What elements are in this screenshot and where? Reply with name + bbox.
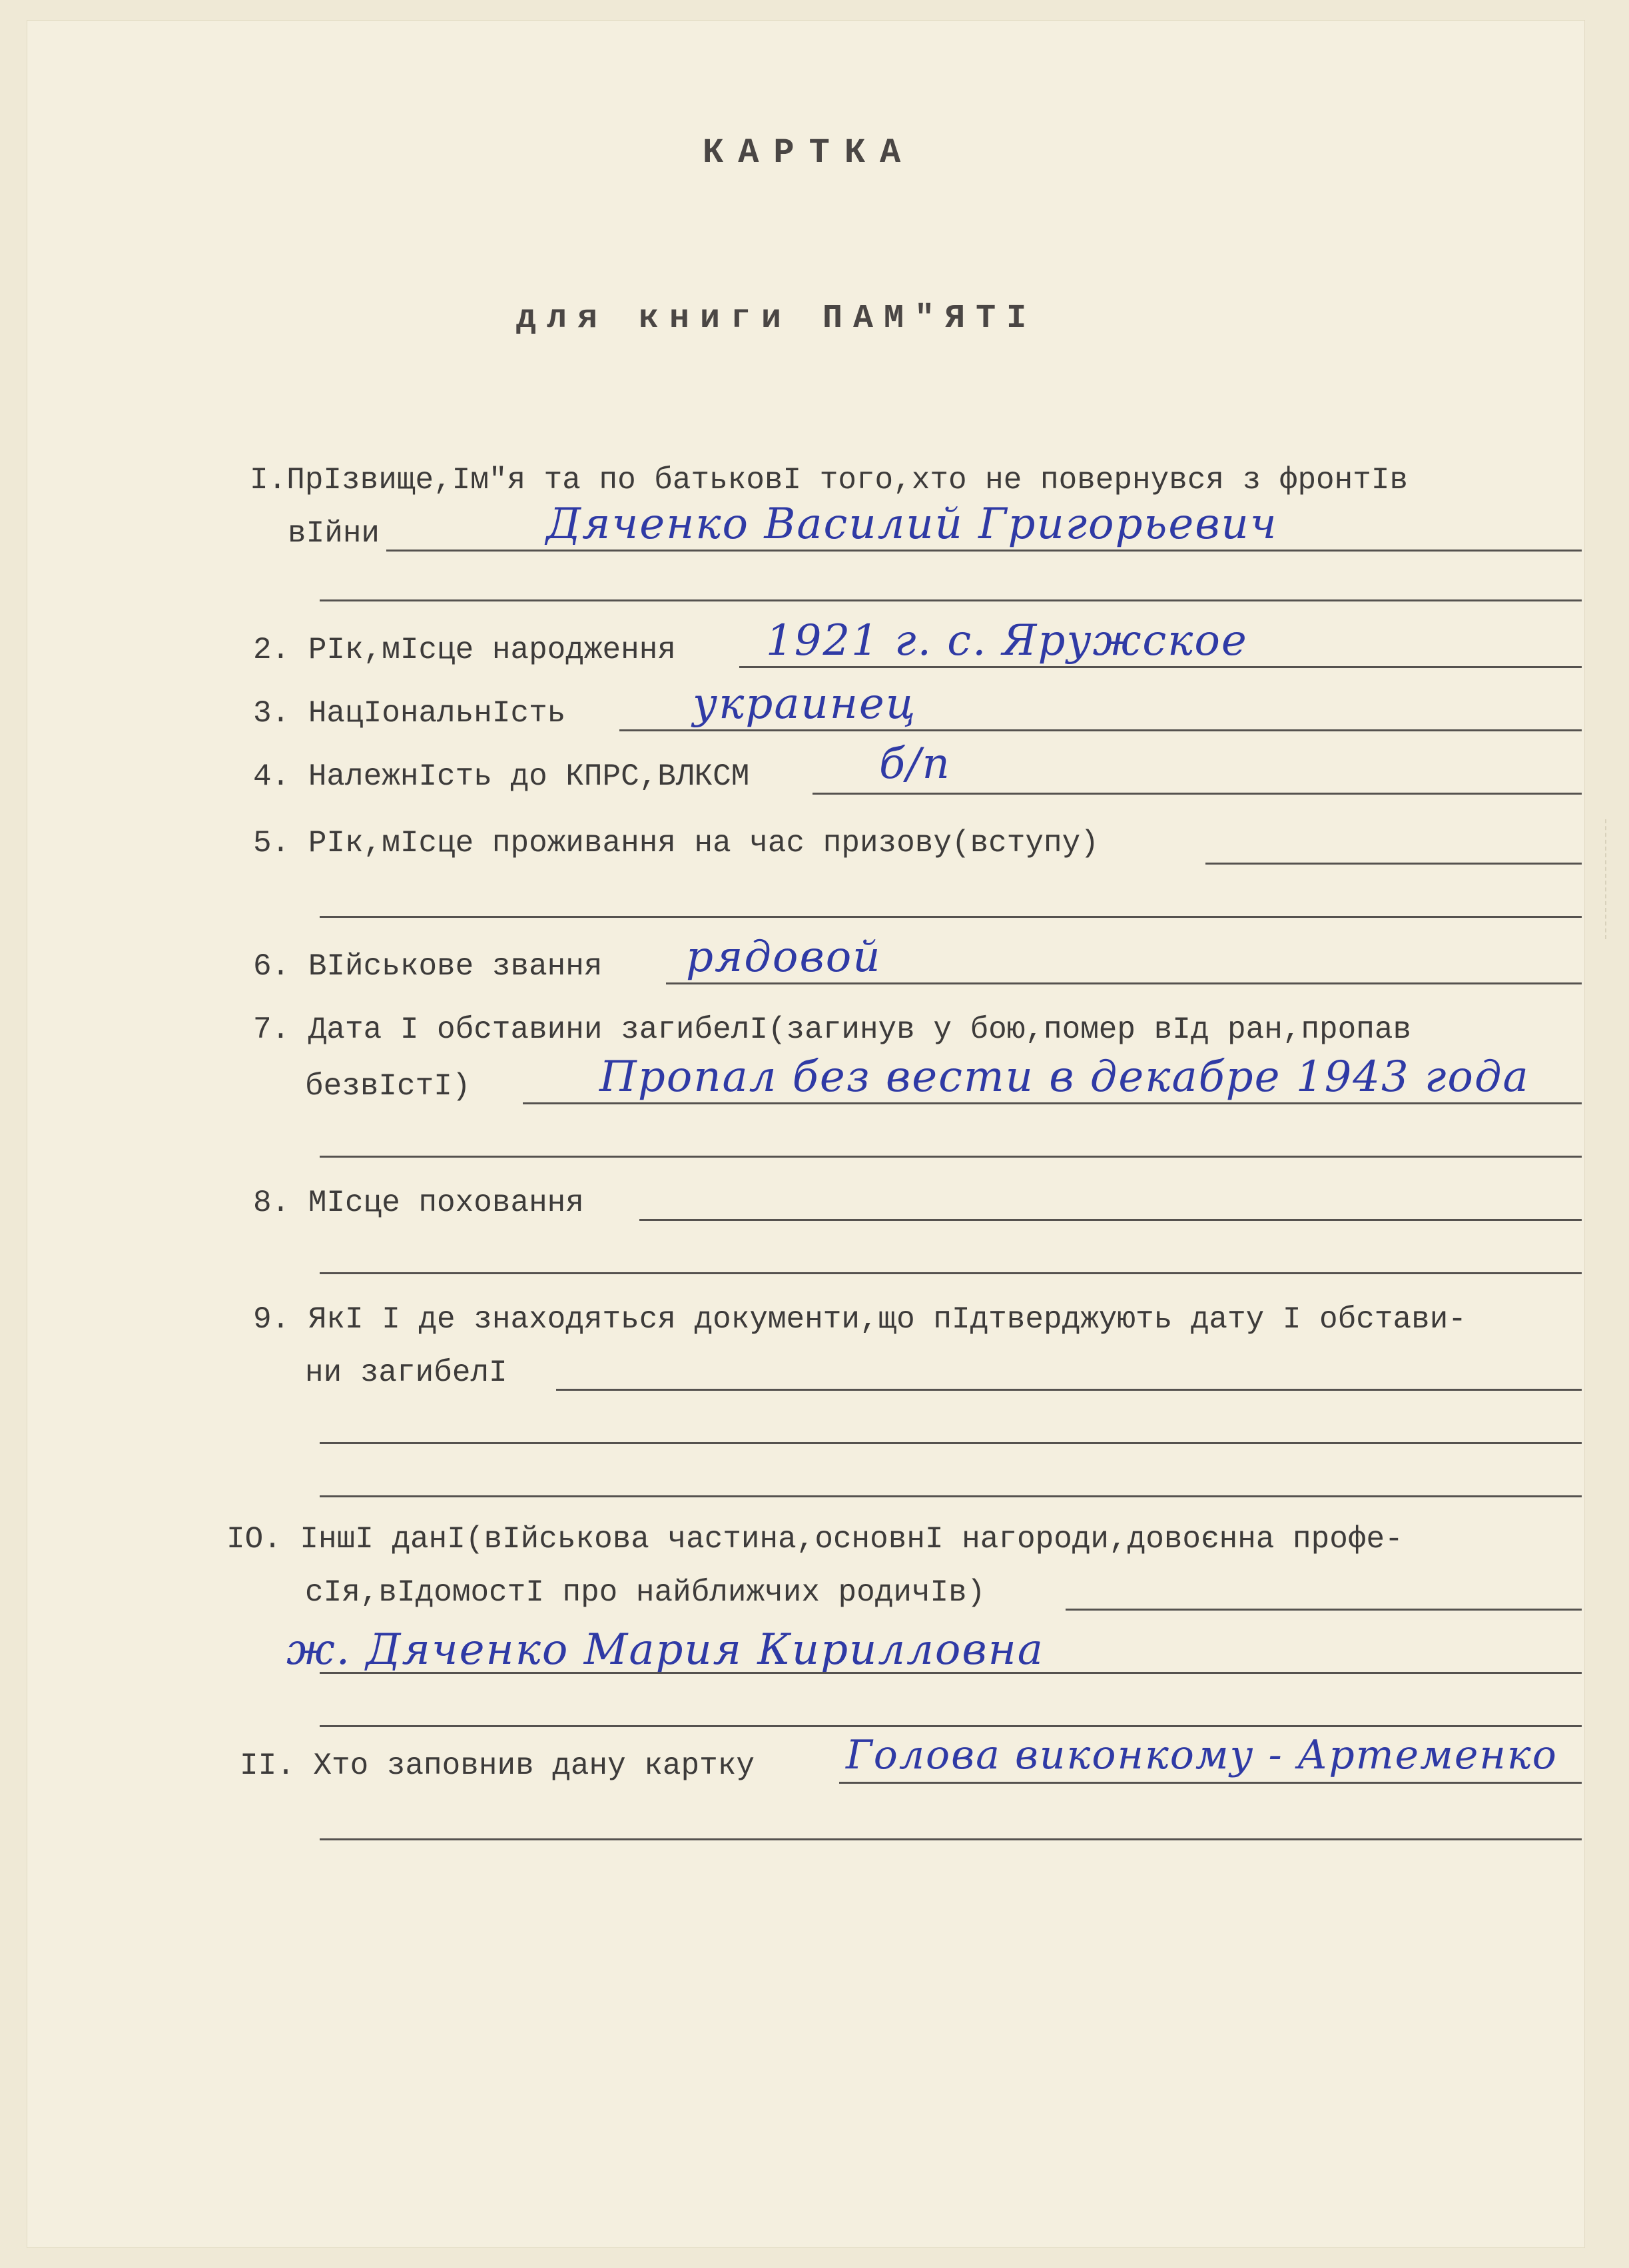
paper-crease [1552, 819, 1606, 939]
field-9-underline-2 [320, 1442, 1582, 1444]
document-title: КАРТКА [703, 133, 916, 173]
field-8-underline-2 [320, 1272, 1582, 1274]
field-7-underline-2 [320, 1156, 1582, 1158]
field-3-label: 3. НацIональнIсть [253, 696, 566, 731]
field-2-underline [739, 666, 1582, 668]
field-5-underline [1205, 863, 1582, 865]
field-2-value: 1921 г. с. Яружское [766, 616, 1248, 665]
field-11-label: II. Хто заповнив дану картку [240, 1748, 755, 1783]
field-7-value: Пропал без вести в декабре 1943 года [599, 1052, 1530, 1102]
field-10-underline-3 [320, 1725, 1582, 1727]
field-6-underline [666, 982, 1582, 984]
field-3-value: украинец [693, 679, 917, 729]
field-7-label: 7. Дата I обставини загибелI(загинув у бою,помер вIд ран,пропав [253, 1012, 1412, 1047]
field-10-value: ж. Дяченко Мария Кирилловна [286, 1625, 1044, 1675]
field-10-label: IO. IншI данI(вIйськова частина,основнI нагороди,довоєнна профе- [226, 1522, 1403, 1557]
field-4-value: б/п [879, 739, 951, 789]
field-3-underline [619, 729, 1582, 731]
field-9-label: 9. ЯкI I де знаходяться документи,що пIдтверджують дату I обстави- [253, 1302, 1466, 1337]
field-9-label-cont: ни загибелI [305, 1355, 507, 1390]
field-1-value: Дяченко Василий Григорьевич [546, 500, 1278, 549]
field-6-value: рядовой [686, 933, 882, 982]
field-1-label-cont: вIйни [288, 516, 380, 551]
document-sheet [27, 20, 1585, 2248]
field-9-underline-3 [320, 1495, 1582, 1497]
field-8-underline [639, 1219, 1582, 1221]
field-7-label-cont: безвIстI) [305, 1069, 471, 1104]
field-6-label: 6. ВIйськове звання [253, 949, 603, 984]
field-11-underline-2 [320, 1838, 1582, 1840]
field-10-underline [1066, 1609, 1582, 1611]
field-7-underline [523, 1102, 1582, 1104]
field-1-label: I.ПрIзвище,Iм"я та по батьковI того,хто не повернувся з фронтIв [250, 463, 1409, 498]
field-8-label: 8. МIсце поховання [253, 1186, 584, 1220]
field-4-label: 4. НалежнIсть до КПРС,ВЛКСМ [253, 759, 750, 794]
field-10-underline-2 [320, 1672, 1582, 1674]
field-1-underline-2 [320, 599, 1582, 601]
field-9-underline [556, 1389, 1582, 1391]
field-11-underline [839, 1782, 1582, 1784]
document-subtitle: для книги ПАМ"ЯТІ [516, 300, 1038, 338]
field-5-label: 5. РIк,мIсце проживання на час призову(вступу) [253, 826, 1099, 861]
field-11-value: Голова виконкому - Артеменко [846, 1732, 1558, 1778]
field-1-underline [386, 550, 1582, 552]
field-10-label-cont: сIя,вIдомостI про найближчих родичIв) [305, 1575, 986, 1610]
field-2-label: 2. РIк,мIсце народження [253, 633, 676, 667]
field-5-underline-2 [320, 916, 1582, 918]
field-4-underline [813, 793, 1582, 795]
